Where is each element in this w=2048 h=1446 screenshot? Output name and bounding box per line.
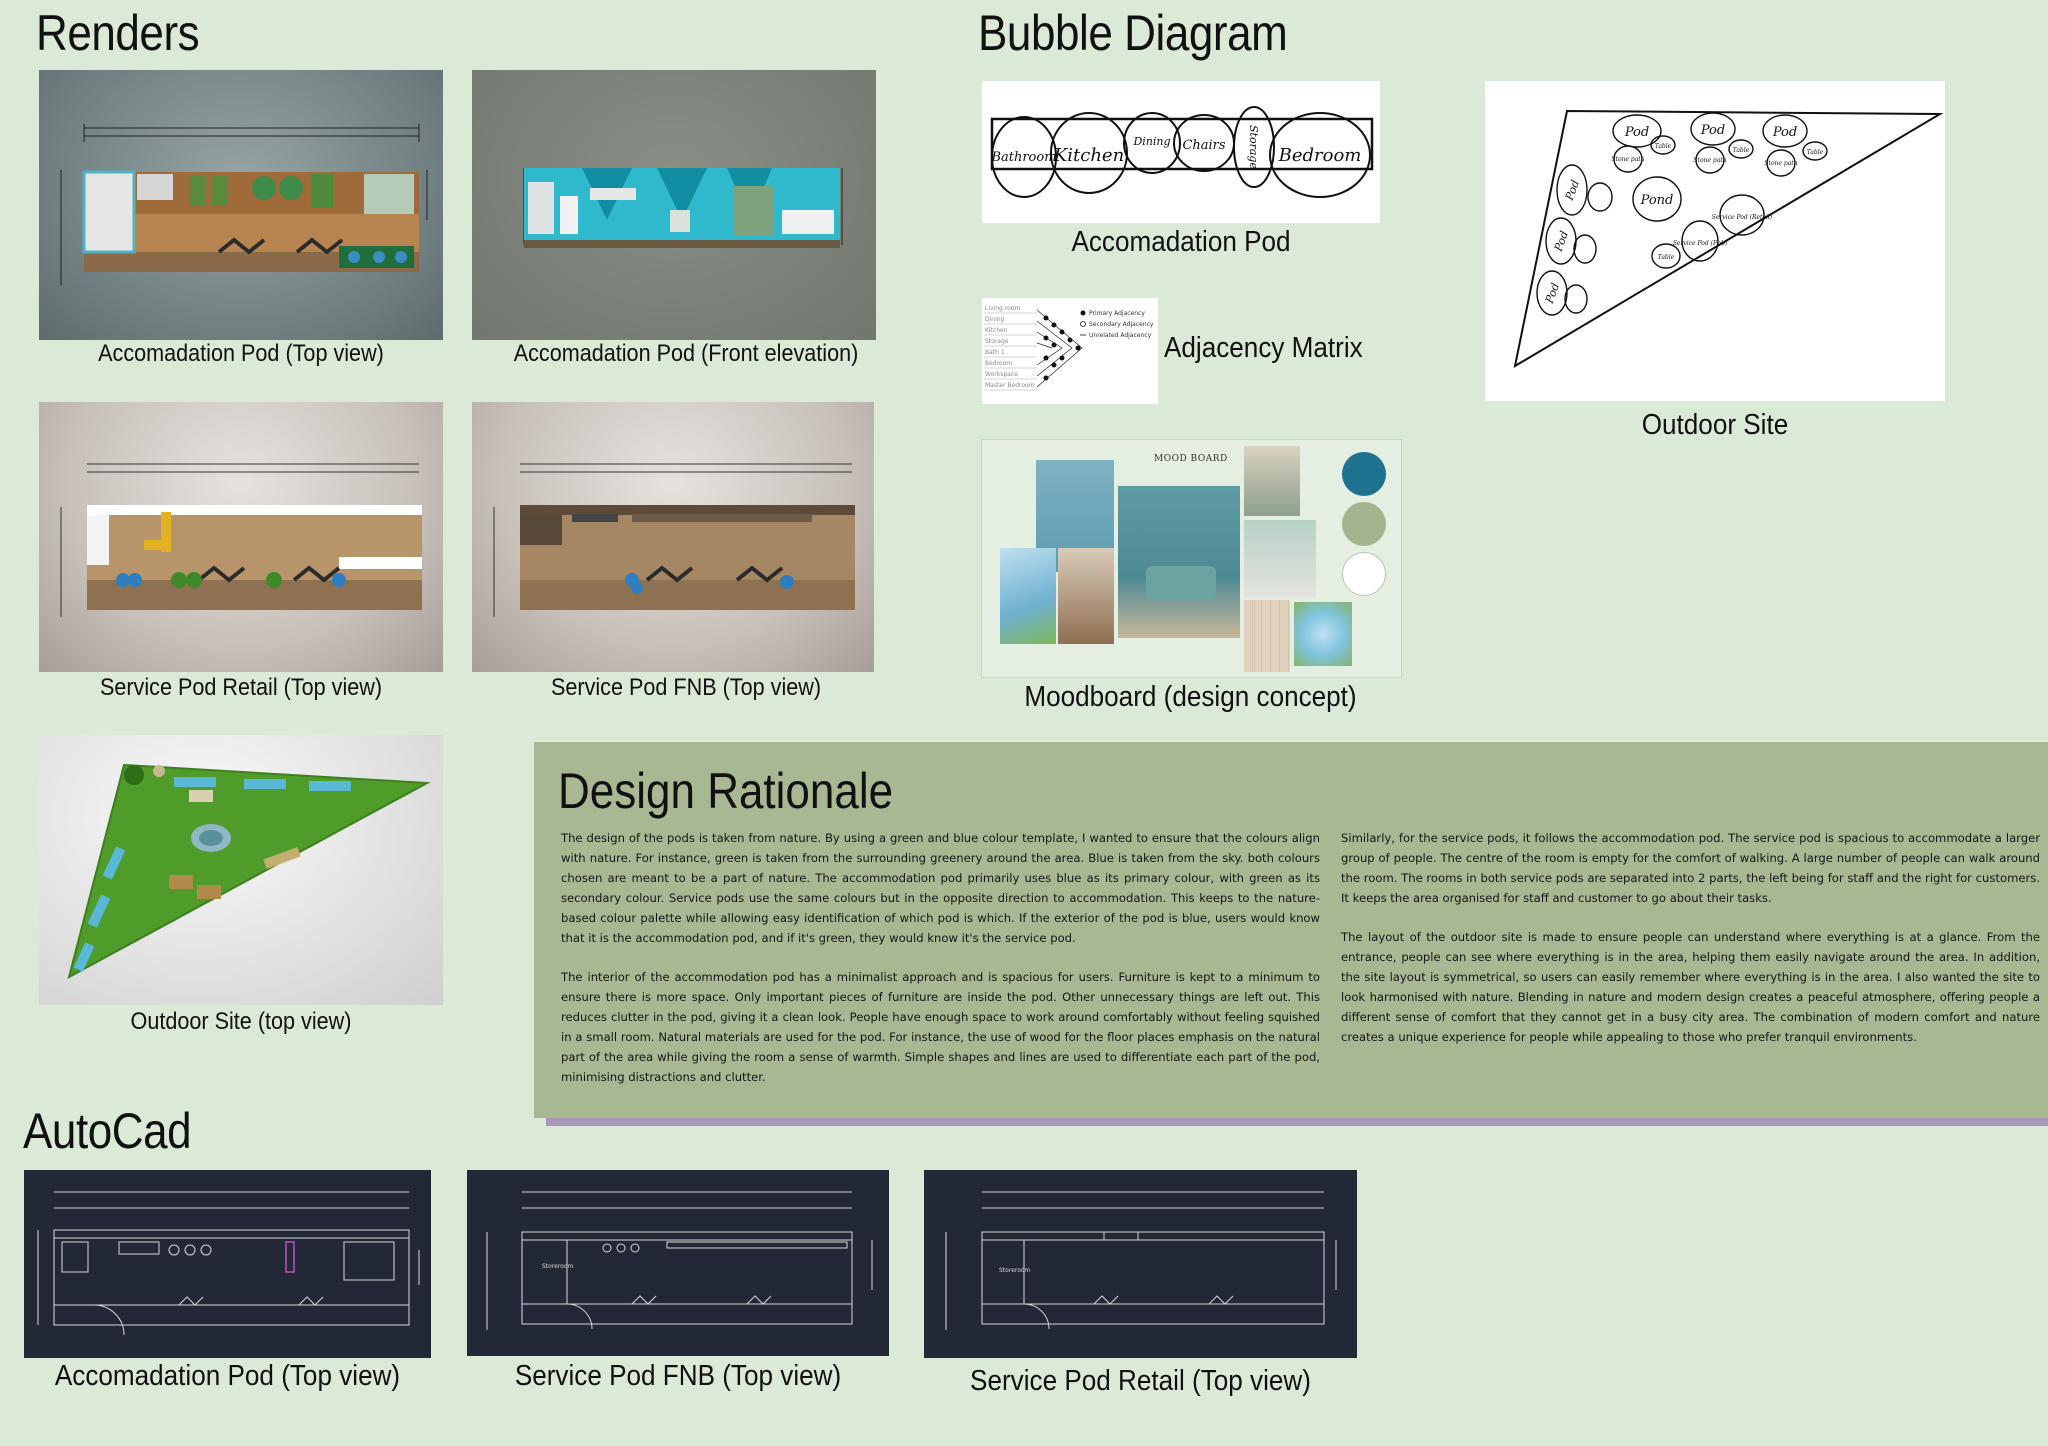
moodboard-leaves-photo [1000,548,1056,644]
outdoor-label-pond: Pond [1640,193,1674,208]
moodboard-living-photo [1118,486,1240,638]
legend-secondary: Secondary Adjacency [1089,321,1154,328]
legend-primary: Primary Adjacency [1089,310,1145,317]
moodboard-room-photo [1058,548,1114,644]
design-rationale-title: Design Rationale [558,763,894,819]
caption-autocad-accommodation: Accomadation Pod (Top view) [54,1360,401,1392]
rationale-left-column [561,828,1320,1106]
outdoor-label-table: Table [1657,254,1675,261]
outdoor-label-pod: Pod [1562,178,1583,203]
caption-accommodation-bubble: Accomadation Pod [1071,226,1291,258]
caption-autocad-fnb: Service Pod FNB (Top view) [514,1360,842,1392]
outdoor-label-pod: Pod [1624,125,1650,140]
adjacency-row: Bedroom [985,360,1013,367]
swatch-white [1342,552,1386,596]
caption-accommodation-top: Accomadation Pod (Top view) [98,340,384,367]
outdoor-label-stone-path: Stone path [1611,156,1645,163]
outdoor-label-stone-path: Stone path [1764,160,1798,167]
outdoor-label-stone-path: Stone path [1693,157,1727,164]
retail-room-label: Storeroom [999,1267,1031,1274]
caption-service-retail-top: Service Pod Retail (Top view) [99,674,383,701]
caption-accommodation-front: Accomadation Pod (Front elevation) [513,340,859,367]
caption-adjacency-matrix: Adjacency Matrix [1164,332,1363,364]
moodboard-bedroom-photo [1244,520,1316,598]
moodboard-flower-photo [1294,602,1352,666]
outdoor-label-service-fnb: Service Pod (Fnb) [1672,240,1728,247]
adjacency-row: Master Bedroom [985,382,1035,389]
bubble-label-bathroom: Bathroom [991,150,1057,165]
swatch-blue [1342,452,1386,496]
adjacency-row: Living room [985,305,1021,312]
autocad-accommodation-plan [24,1170,431,1358]
autocad-heading: AutoCad [23,1103,192,1159]
render-accommodation-front [472,70,876,340]
autocad-fnb-plan [467,1170,889,1356]
autocad-retail-plan [924,1170,1357,1358]
outdoor-label-service-retail: Service Pod (Retail) [1711,214,1773,221]
adjacency-row: Workspace [985,371,1018,378]
bubble-label-bedroom: Bedroom [1278,145,1362,166]
outdoor-site-bubble-diagram [1485,81,1945,401]
fnb-room-label: Storeroom [542,1263,574,1270]
adjacency-row: Bath 1 [985,349,1005,356]
bubble-label-kitchen: Kitchen [1053,145,1125,166]
caption-service-fnb-top: Service Pod FNB (Top view) [550,674,822,701]
rationale-paragraph: Similarly, for the service pods, it follows the accommodation pod. The service pod is spacious to accommodate a larger group of people. The centre of the room is empty for the comfort of walking. A large number of people can walk around the room. The rooms in both service pods are separated into 2 parts, the left being for staff and the right for customers. It keeps the area organised for staff and customer to go about their tasks. [1341,831,2040,905]
moodboard-wood-photo [1244,600,1290,672]
rationale-right-column [1341,828,2040,1066]
outdoor-label-table: Table [1654,143,1672,150]
caption-moodboard: Moodboard (design concept) [1024,681,1357,713]
rationale-paragraph: The interior of the accommodation pod has a minimalist approach and is spacious for users. Furniture is kept to a minimum to ensure there is more space. Only important pieces of furniture are inside the pod. Other unnecessary things are left out. This reduces clutter in the pod, giving it a clean look. People have enough space to work around comfortably without feeling squished in a small room. Natural materials are used for the pod. For instance, the use of wood for the floor places emphasis on the natural part of the area while giving the room a sense of warmth. Simple shapes and lines are used to differentiate each part of the pod, minimising distractions and clutter. [561,970,1320,1084]
caption-outdoor-site-bubble: Outdoor Site [1641,409,1789,441]
swatch-green [1342,502,1386,546]
outdoor-label-pod: Pod [1551,229,1572,254]
adjacency-row: Dining [985,316,1005,323]
accommodation-bubble-diagram [982,81,1380,223]
render-outdoor-site-top [39,735,443,1005]
caption-outdoor-site-top: Outdoor Site (top view) [130,1008,352,1035]
outdoor-label-pod: Pod [1700,123,1726,138]
render-service-fnb-top [472,402,874,672]
adjacency-matrix [982,298,1158,404]
legend-unrelated: Unrelated Adjacency [1089,332,1152,339]
bubble-label-dining: Dining [1133,135,1171,148]
adjacency-row: Kitchen [985,327,1008,334]
moodboard-title: MOOD BOARD [1154,454,1228,464]
outdoor-label-table: Table [1732,147,1750,154]
bubble-diagram-heading: Bubble Diagram [978,5,1288,61]
moodboard-kitchen-photo [1244,446,1300,516]
renders-heading: Renders [36,5,200,61]
rationale-paragraph: The design of the pods is taken from nature. By using a green and blue colour template, I wanted to ensure that the colours align with nature. For instance, green is taken from the surrounding greenery around the area. Blue is taken from the sky. both colours chosen are meant to be a part of nature. The accommodation pod primarily uses blue as its primary colour, with green as its secondary colour. Service pods use the same colours but in the opposite direction to accommodation. This keeps to the nature-based colour palette while allowing easy identification of which pod is which. If the exterior of the pod is blue, users would know that it is the accommodation pod, and if it's green, they would know it's the service pod. [561,831,1320,945]
render-accommodation-top [39,70,443,340]
render-service-retail-top [39,402,443,672]
outdoor-label-table: Table [1806,149,1824,156]
adjacency-row: Storage [985,338,1009,345]
bubble-label-storage: Storage [1247,125,1260,169]
rationale-paragraph: The layout of the outdoor site is made to ensure people can understand where everything is at a glance. From the entrance, people can see where everything is in the area, helping them easily navigate around the area. In addition, the site layout is symmetrical, so users can easily remember where everything is in the area. I also wanted the site to look harmonised with nature. Blending in nature and modern design creates a peaceful atmosphere, offering people a different sense of comfort that they cannot get in a busy city area. The combination of modern comfort and nature creates a unique experience for people while appealing to those who prefer tranquil environments. [1341,930,2040,1044]
caption-autocad-retail: Service Pod Retail (Top view) [970,1365,1311,1397]
moodboard [981,439,1402,678]
outdoor-label-pod: Pod [1542,281,1563,306]
bubble-label-chairs: Chairs [1182,138,1226,153]
design-rationale-panel [534,742,2048,1118]
outdoor-label-pod: Pod [1772,125,1798,140]
